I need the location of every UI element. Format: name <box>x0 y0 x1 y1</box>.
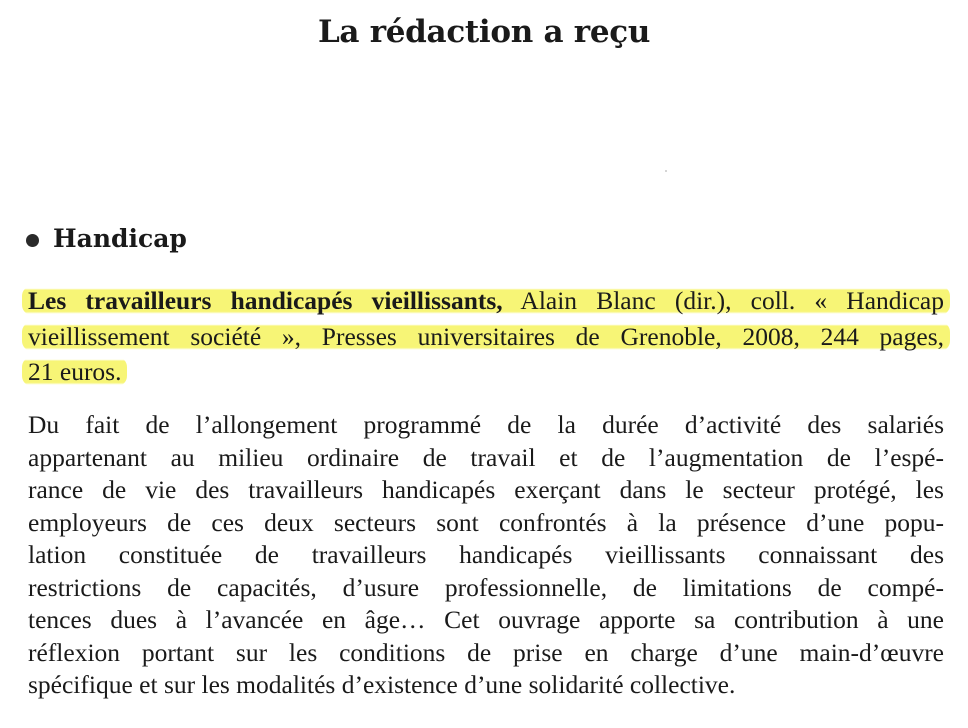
abstract-line: Du fait de l’allongement programmé de la durée d’activité des salariés <box>28 410 944 439</box>
abstract-line: rance de vie des travailleurs handicapés exerçant dans le secteur protégé, les <box>28 475 944 504</box>
abstract-line: employeurs de ces deux secteurs sont confrontés à la présence d’une popu- <box>28 507 944 537</box>
abstract-line: lation constituée de travailleurs handicapés vieillissants connaissant des <box>28 540 944 569</box>
book-citation <box>28 283 944 390</box>
abstract-line: réflexion portant sur les conditions de prise en charge d’une main-d’œuvre <box>28 637 944 667</box>
citation-line-1 <box>28 283 944 319</box>
abstract-line: tences dues à l’avancée en âge… Cet ouvrage apporte sa contribution à une <box>28 605 944 634</box>
citation-line-2 <box>28 319 944 355</box>
section-title: Handicap <box>53 224 187 253</box>
highlight-mark: 21 euros. <box>22 357 127 386</box>
scan-speck <box>665 170 667 172</box>
section-heading <box>26 224 187 253</box>
highlight-mark <box>22 286 950 315</box>
citation-line-3 <box>28 354 944 390</box>
abstract-line: appartenant au milieu ordinaire de travail et de l’augmentation de l’espé- <box>28 442 944 472</box>
page-heading: La rédaction a reçu <box>317 14 651 50</box>
highlight-mark: vieillissement société », Presses universitaires de Grenoble, 2008, 244 pages, <box>22 322 950 351</box>
bullet-icon <box>26 234 39 247</box>
citation-editor: Alain Blanc (dir.), coll. « Handicap <box>502 286 944 315</box>
abstract-line: restrictions de capacités, d’usure professionnelle, de limitations de compé- <box>28 572 944 602</box>
abstract-line: spécifique et sur les modalités d’existence d’une solidarité collective. <box>28 670 736 699</box>
book-title: Les travailleurs handicapés vieillissants, <box>28 286 503 315</box>
book-abstract <box>28 409 944 702</box>
